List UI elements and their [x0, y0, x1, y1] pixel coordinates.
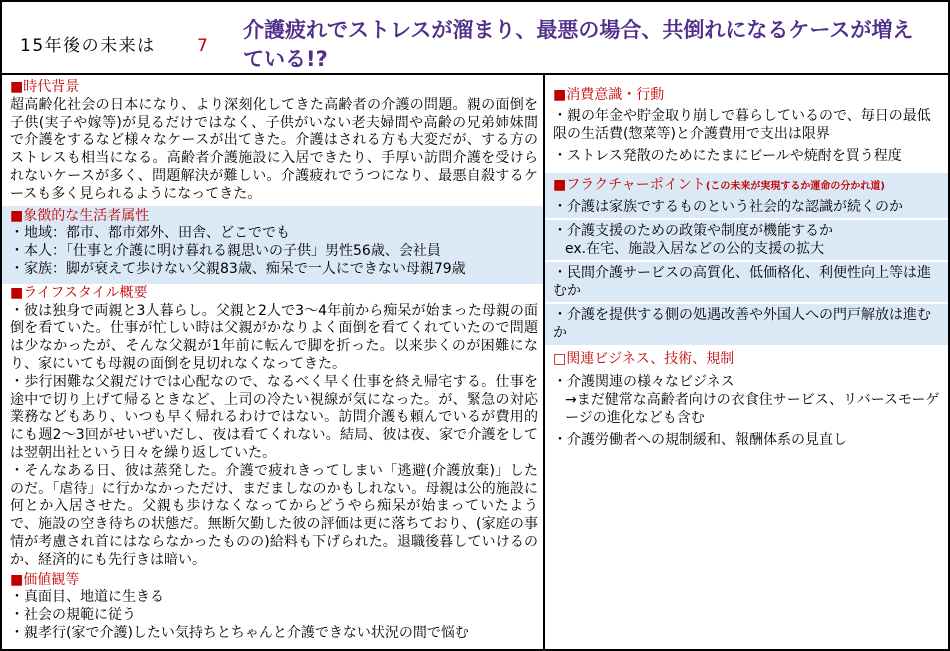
- fracture-item-text: ・介護支援のための政策や制度が機能するか: [553, 223, 833, 239]
- fracture-item: [545, 260, 948, 302]
- values-heading: ■価値観等: [10, 571, 80, 588]
- future-prefix-label: 15年後の未来は: [20, 36, 156, 56]
- fracture-heading: ■フラクチャーポイント: [553, 177, 706, 193]
- attribute-item: ・家族：脚が衰えて歩けない父親83歳、痴呆で一人にできない母親79歳: [10, 260, 466, 277]
- fracture-item-example: ex.在宅、施設入居などの公的支援の拡大: [565, 241, 825, 257]
- consumption-heading: ■消費意識・行動: [553, 87, 665, 103]
- slide-header: [2, 2, 948, 75]
- fracture-item: [545, 196, 948, 218]
- consumption-item: ・親の年金や貯金取り崩しで暮らしているので、毎日の最低限の生活費(惣菜等)と介護費用で支出は限界: [553, 108, 931, 142]
- business-item: [553, 373, 942, 427]
- fracture-note: (この未来が実現するか運命の分かれ道): [705, 181, 885, 192]
- lifestyle-section: [2, 284, 543, 571]
- value-item: ・真面目、地道に生きる: [10, 589, 164, 606]
- values-section: [2, 571, 543, 643]
- fracture-item-text: ・介護は家族でするものという社会的な認識が続くのか: [553, 199, 903, 215]
- era-background-section: [2, 75, 543, 206]
- scenario-title: 介護疲れでストレスが溜まり、最悪の場合、共倒れになるケースが増えている!?: [243, 18, 914, 71]
- lifestyle-paragraph: ・彼は独身で両親と3人暮らし。父親と2人で3～4年前から痴呆が始まった母親の面倒を看ていた。仕事が忙しい時は父親がかなりよく面倒を看てくれていたので問題は少なかったが、そんな父親が1年前に転んで脚を折った。以来歩くのが困難になり、家にいても母親の面倒を見切れなくなってきた。: [10, 302, 538, 372]
- persona-attributes-heading: ■象徴的な生活者属性: [10, 207, 150, 224]
- content-area: [2, 75, 948, 649]
- fracture-item: [545, 218, 948, 260]
- lifestyle-heading: ■ライフスタイル概要: [10, 284, 148, 301]
- fracture-item-text: ・民間介護サービスの高質化、低価格化、利便性向上等は進むか: [553, 265, 931, 299]
- business-item-detail: →まだ健常な高齢者向けの衣食住サービス、リバースモーゲージの進化なども含む: [565, 392, 940, 426]
- lifestyle-paragraph: ・そんなある日、彼は蒸発した。介護で疲れきってしまい「逃避(介護放棄)」したのだ。「虐待」に行かなかっただけ、まだましなのかもしれない。母親は公的施設に何とか入居させた。父親も歩けなくなってからどうやら痴呆が始まっていたようで、施設の空き待ちの状態だ。無断欠勤した彼の評価は更に落ちており、(家庭の事情が考慮され首にはならなかったものの)給料も下げられた。退職後暮していけるのか、経済的にも先行きは暗い。: [10, 462, 538, 568]
- related-business-section: [545, 345, 948, 449]
- value-item: ・社会の規範に従う: [10, 607, 136, 624]
- scenario-number: 7: [197, 36, 208, 56]
- left-column: [2, 75, 545, 649]
- attribute-item: ・地域：都市、都市郊外、田舎、どこででも: [10, 225, 290, 242]
- business-item-text: ・介護労働者への規制緩和、報酬体系の見直し: [553, 432, 847, 448]
- right-column: [545, 75, 948, 649]
- related-business-heading: □関連ビジネス、技術、規制: [553, 351, 735, 367]
- lifestyle-paragraph: ・歩行困難な父親だけでは心配なので、なるべく早く仕事を終え帰宅する。仕事を途中で切り上げて帰るときなど、上司の冷たい視線が気になった。が、緊急の対応業務などもあり、いつも早く帰れるわけではない。訪問介護も頼んでいるが費用的にも週2～3回がせいぜいだし、夜は看てくれない。結局、彼は夜、家で介護をしては翌朝出社という日々を繰り返していた。: [10, 373, 538, 461]
- attribute-item: ・本人：「仕事と介護に明け暮れる親思いの子供」男性56歳、会社員: [10, 243, 441, 260]
- fracture-item-text: ・介護を提供する側の処遇改善や外国人への門戸解放は進むか: [553, 307, 931, 341]
- consumption-section: [545, 75, 948, 173]
- business-item: [553, 431, 942, 449]
- era-background-text: 超高齢化社会の日本になり、より深刻化してきた高齢者の介護の問題。親の面倒を子供(実子や嫁等)が見るだけではなく、子供がいない老夫婦間や高齢の兄弟姉妹間で介護をするなど様々なケースが出てきた。介護はされる方も大変だが、する方のストレスも相当になる。高齢者介護施設に入居できたり、手厚い訪問介護を受けられないケースが多く、問題解決が難しい。介護疲れでうつになり、最悪自殺するケースも多く見られるようになってきた。: [10, 96, 538, 202]
- value-item: ・親孝行(家で介護)したい気持ちとちゃんと介護できない状況の間で悩む: [10, 624, 469, 641]
- business-item-text: ・介護関連の様々なビジネス: [553, 374, 735, 390]
- fracture-heading-row: [545, 176, 948, 196]
- consumption-item: ・ストレス発散のためにたまにビールや焼酎を買う程度: [553, 148, 902, 164]
- fracture-points-section: [545, 173, 948, 345]
- era-background-heading: ■時代背景: [10, 79, 80, 95]
- persona-attributes-section: [2, 206, 543, 284]
- fracture-item: [545, 302, 948, 344]
